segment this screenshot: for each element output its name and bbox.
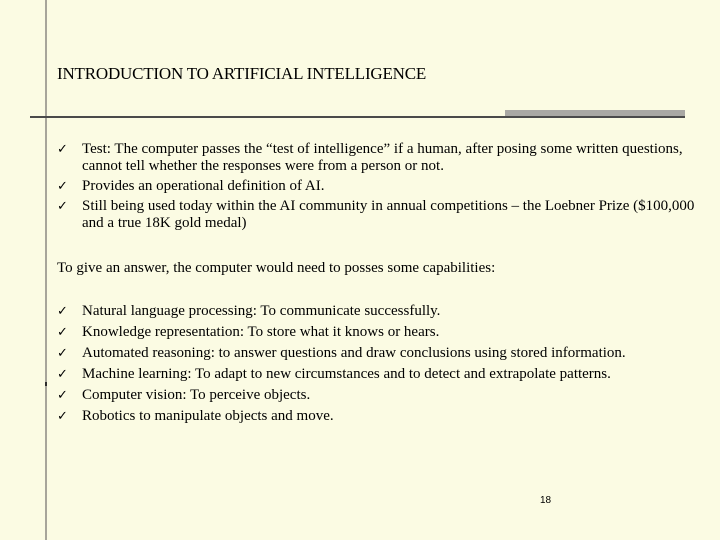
check-icon: ✓ (57, 199, 68, 214)
capabilities-intro: To give an answer, the computer would need to posses some capabilities: (57, 260, 496, 276)
check-icon: ✓ (57, 346, 68, 361)
top-bullet-list (57, 141, 697, 235)
list-item: ✓ Machine learning: To adapt to new circumstances and to detect and extrapolate patterns. (57, 366, 611, 382)
check-icon: ✓ (57, 325, 68, 340)
check-icon: ✓ (57, 142, 68, 157)
slide-title: INTRODUCTION TO ARTIFICIAL INTELLIGENCE (57, 64, 427, 83)
list-item: ✓ Test: The computer passes the “test of intelligence” if a human, after posing some written questions, cannot tell whether the responses were from a person or not. (57, 141, 683, 174)
list-item: ✓ Computer vision: To perceive objects. (57, 387, 311, 403)
check-icon: ✓ (57, 388, 68, 403)
list-item: ✓ Provides an operational definition of AI. (57, 178, 325, 194)
list-item: ✓ Knowledge representation: To store what it knows or hears. (57, 324, 440, 340)
title-rule (30, 116, 685, 118)
check-icon: ✓ (57, 179, 68, 194)
capabilities-list (57, 303, 697, 429)
check-icon: ✓ (57, 367, 68, 382)
list-item: ✓ Automated reasoning: to answer questions and draw conclusions using stored information. (57, 345, 626, 361)
page-number: 18 (540, 495, 552, 506)
check-icon: ✓ (57, 409, 68, 424)
list-item: ✓ Natural language processing: To communicate successfully. (57, 303, 441, 319)
left-vertical-bar (45, 0, 47, 540)
check-icon: ✓ (57, 304, 68, 319)
list-item: ✓ Robotics to manipulate objects and move. (57, 408, 334, 424)
left-bar-marker (45, 382, 47, 386)
list-item: ✓ Still being used today within the AI community in annual competitions – the Loebner Prize ($100,000 and a true 18K gold medal) (57, 198, 695, 231)
